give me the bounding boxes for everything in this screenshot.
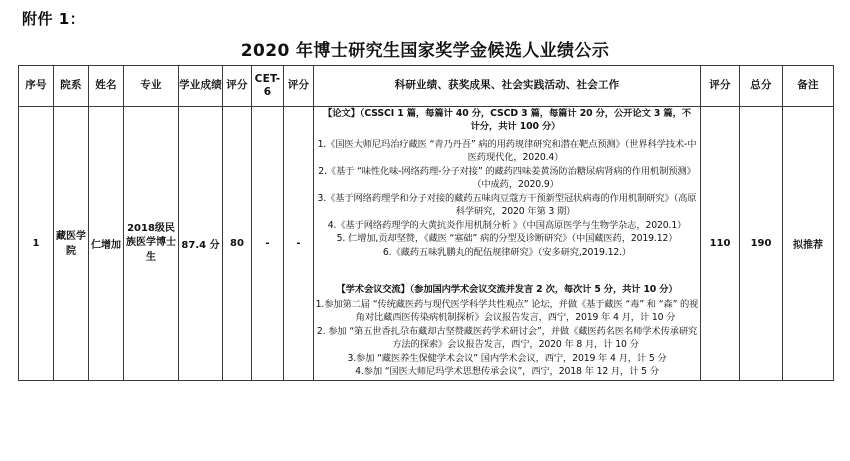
papers-heading-line2: 计分，共计 100 分） (470, 121, 561, 133)
cell-cet6-points: - (284, 107, 314, 381)
page-title: 2020 年博士研究生国家奖学金候选人业绩公示 (240, 41, 610, 61)
cell-academic-score: 87.4 分 (179, 107, 223, 381)
papers-heading-line1: 【论文】（CSSCI 1 篇，每篇计 40 分，CSCD 3 篇，每篇计 20 分，公开论文 3 篇，不 (323, 108, 691, 119)
section-spacer (314, 261, 700, 283)
list-item: 3.参加 “藏医养生保健学术会议” 国内学术会议，西宁，2019 年 4 月，计 5 分 (347, 352, 667, 364)
cell-name: 仁增加 (89, 107, 124, 381)
cell-academic-points: 80 (223, 107, 252, 381)
cell-total: 190 (740, 107, 783, 381)
cell-cet6: - (252, 107, 284, 381)
list-item: 3.《基于网络药理学和分子对接的藏药五味肉豆蔻方干预新型冠状病毒的作用机制研究》（高原科学研究，2020 年第 3 期） (317, 192, 697, 218)
cell-remark: 拟推荐 (783, 107, 834, 381)
list-item: 4.参加 “国医大师尼玛学术思想传承会议”，西宁，2018 年 12 月，计 5 分 (355, 365, 659, 377)
list-item: 6.《藏药五味乳鹏丸的配伍规律研究》（安多研究,2019.12.） (382, 246, 632, 258)
header-remark: 备注 (783, 66, 834, 107)
papers-block (314, 107, 700, 259)
cell-achievements (314, 107, 701, 381)
list-item: 2.《基于 “味性化味-网络药理-分子对接” 的藏药四味姜黄汤防治糖尿病肾病的作用机制预测》（中成药，2020.9） (318, 165, 696, 191)
cell-index: 1 (19, 107, 54, 381)
cell-research-points: 110 (701, 107, 740, 381)
header-academic-score: 学业成绩 (179, 66, 223, 107)
header-cet6: CET-6 (252, 66, 284, 107)
header-research-points: 评分 (701, 66, 740, 107)
cell-major: 2018级民族医学博士生 (124, 107, 179, 381)
candidates-table (18, 65, 834, 381)
list-item: 1.《国医大师尼玛治疗藏医 “青乃丹吾” 病的用药规律研究和潜在靶点预测》（世界科学技术-中医药现代化，2020.4） (317, 138, 697, 164)
papers-heading (314, 107, 700, 134)
header-major: 专业 (124, 66, 179, 107)
table-row (19, 107, 834, 381)
conferences-list (314, 298, 700, 379)
header-academic-points: 评分 (223, 66, 252, 107)
list-item: 2. 参加 “第五世香扎尕布藏却古坚赞藏医药学术研讨会”，并做《藏医药名医名师学术传承研究方法的探索》会议报告发言，西宁，2020 年 8 月，计 10 分 (316, 325, 698, 351)
list-item: 1.参加第二届 “传统藏医药与现代医学科学共性观点” 论坛，并做《基于藏医 “毒” 和 “森” 的视角对比藏西医传染病机制探析》会议报告发言，西宁，2019 年 4 月，计 10 分 (315, 298, 699, 324)
header-index: 序号 (19, 66, 54, 107)
conferences-heading: 【学术会议交流】（参加国内学术会议交流并发言 2 次，每次计 5 分，共计 10 分） (336, 284, 678, 296)
header-department: 院系 (54, 66, 89, 107)
header-name: 姓名 (89, 66, 124, 107)
conferences-block (314, 283, 700, 378)
header-total: 总分 (740, 66, 783, 107)
header-achievements: 科研业绩、获奖成果、社会实践活动、社会工作 (314, 66, 701, 107)
table-header-row (19, 66, 834, 107)
list-item: 4.《基于网络药理学的大黄抗炎作用机制分析 》（中国高原医学与生物学杂志，2020.1） (327, 219, 687, 231)
header-cet6-points: 评分 (284, 66, 314, 107)
cell-department: 藏医学院 (54, 107, 89, 381)
list-item: 5. 仁增加,贡却坚赞，《藏医 “塞础” 病的分型及诊断研究》（中国藏医药，2019.12） (336, 233, 678, 245)
papers-list (314, 138, 700, 259)
attachment-label: 附件 1： (22, 10, 86, 28)
